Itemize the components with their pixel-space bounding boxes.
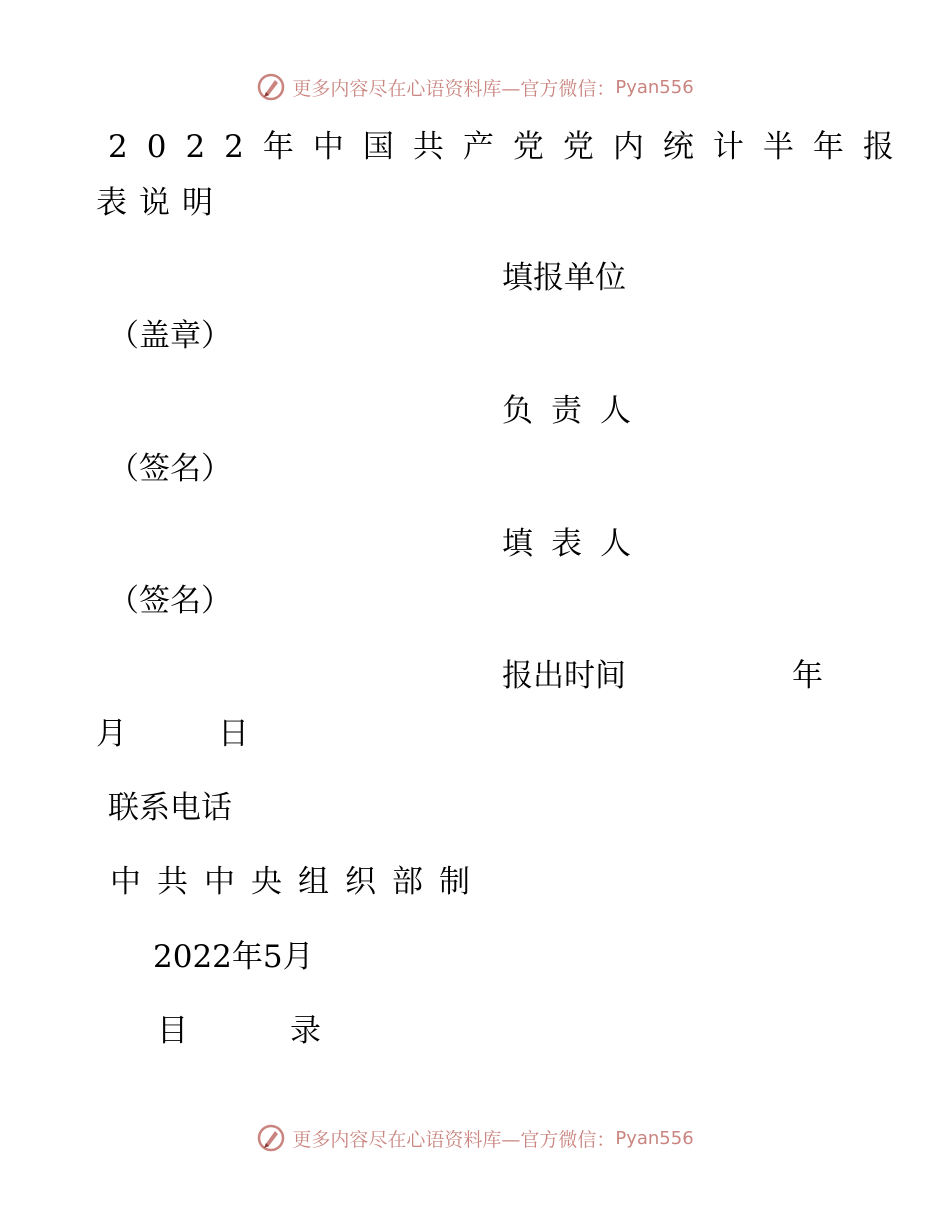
filler-signature-note: （签名） bbox=[108, 583, 232, 619]
watermark-wechat-id: Pyan556 bbox=[615, 1127, 694, 1149]
responsible-signature-note: （签名） bbox=[108, 451, 232, 487]
document-title-line-2: 表说明 bbox=[96, 185, 225, 221]
pen-logo-icon bbox=[256, 72, 286, 102]
month-unit: 月 bbox=[96, 716, 127, 752]
toc-heading-char-2: 录 bbox=[290, 1013, 321, 1049]
watermark-text: 更多内容尽在心语资料库—官方微信： bbox=[292, 77, 616, 100]
filler-label: 填表人 bbox=[502, 526, 649, 562]
document-title-line-1: 2022年中国共产党党内统计半年报 bbox=[108, 129, 913, 165]
unit-seal-note: （盖章） bbox=[108, 318, 232, 354]
day-unit: 日 bbox=[218, 716, 249, 752]
unit-label: 填报单位 bbox=[502, 260, 626, 296]
watermark-header bbox=[0, 72, 950, 102]
year-unit: 年 bbox=[792, 658, 823, 694]
responsible-label: 负责人 bbox=[502, 393, 649, 429]
pen-logo-icon bbox=[256, 1123, 286, 1153]
watermark-footer bbox=[0, 1123, 950, 1153]
report-time-label: 报出时间 bbox=[502, 658, 626, 694]
document-date: 2022年5月 bbox=[153, 939, 314, 975]
toc-heading-char-1: 目 bbox=[157, 1013, 188, 1049]
watermark-text: 更多内容尽在心语资料库—官方微信： bbox=[292, 1128, 616, 1151]
watermark-wechat-id: Pyan556 bbox=[615, 76, 694, 98]
phone-label: 联系电话 bbox=[108, 790, 232, 826]
issuer: 中共中央组织部制 bbox=[110, 864, 486, 900]
